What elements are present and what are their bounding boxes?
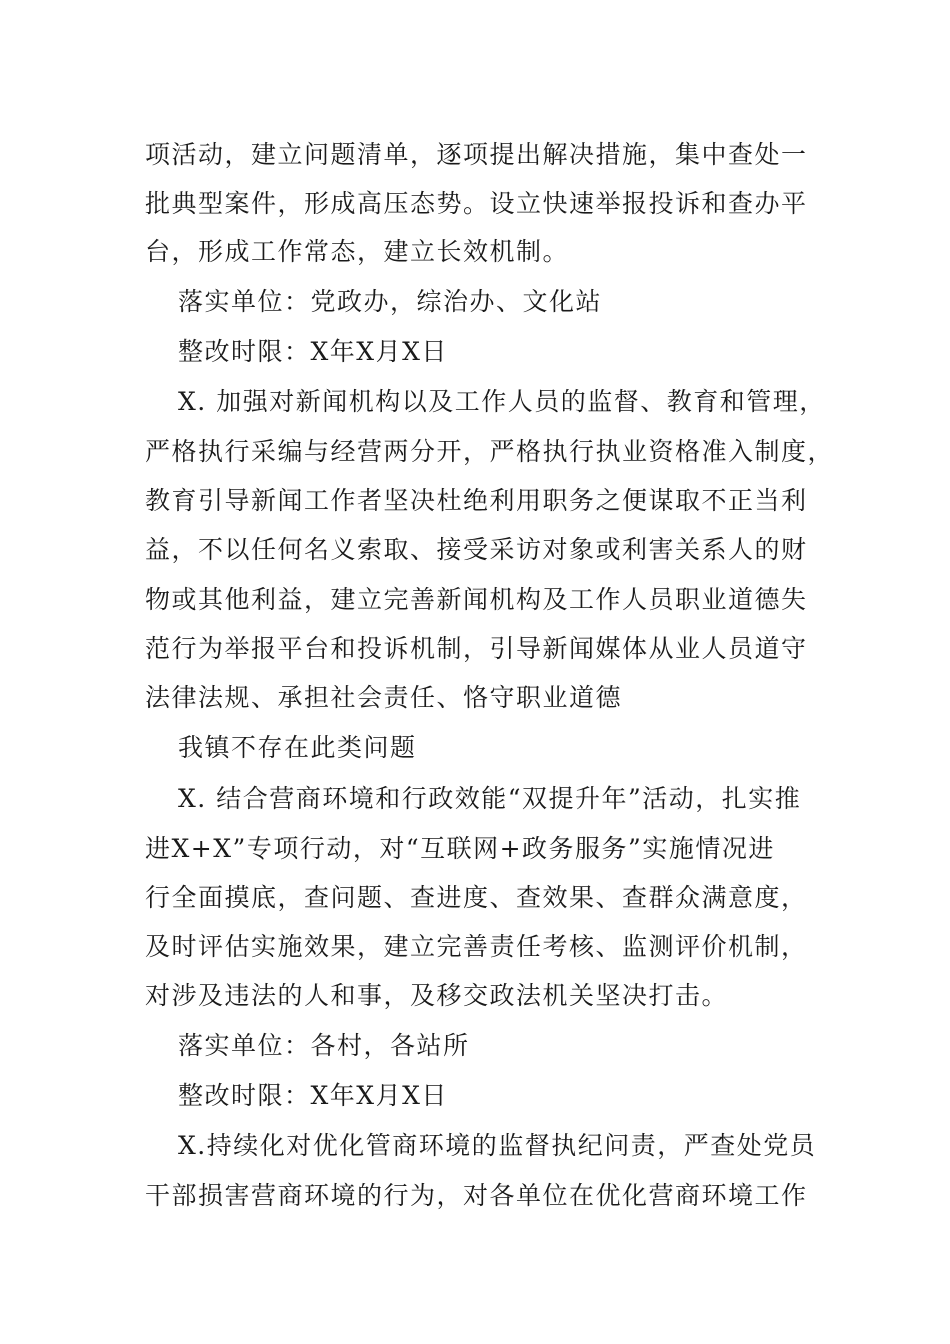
responsible-unit-line: 落实单位：各村，各站所 — [178, 1031, 470, 1060]
status-note-line: 我镇不存在此类问题 — [178, 733, 417, 762]
item-heading-line: X. 加强对新闻机构以及工作人员的监督、教育和管理， — [178, 387, 826, 416]
text-line: 进X+X”专项行动，对“互联网+政务服务”实施情况进 — [145, 834, 775, 863]
text-line: 物或其他利益，建立完善新闻机构及工作人员职业道德失 — [145, 585, 808, 614]
text-line: 益，不以任何名义索取、接受采访对象或利害关系人的财 — [145, 535, 808, 564]
text-line: 严格执行采编与经营两分开，严格执行执业资格准入制度， — [145, 437, 835, 466]
text-line: 及时评估实施效果，建立完善责任考核、监测评价机制， — [145, 932, 808, 961]
item-heading-line: X.持续化对优化管商环境的监督执纪问责，严查处党员 — [178, 1131, 817, 1160]
text-line: 批典型案件，形成高压态势。设立快速举报投诉和查办平 — [145, 189, 808, 218]
text-line: 对涉及违法的人和事，及移交政法机关坚决打击。 — [145, 981, 729, 1010]
text-line: 范行为举报平台和投诉机制，引导新闻媒体从业人员道守 — [145, 634, 808, 663]
deadline-line: 整改时限：X年X月X日 — [178, 337, 448, 366]
text-line: 教育引导新闻工作者坚决杜绝利用职务之便谋取不正当利 — [145, 486, 808, 515]
text-line: 台，形成工作常态，建立长效机制。 — [145, 237, 570, 266]
text-line: 项活动，建立问题清单，逐项提出解决措施，集中查处一 — [145, 140, 808, 169]
responsible-unit-line: 落实单位：党政办，综治办、文化站 — [178, 287, 603, 316]
text-line: 干部损害营商环境的行为，对各单位在优化营商环境工作 — [145, 1181, 808, 1210]
text-line: 行全面摸底，查问题、查进度、查效果、查群众满意度， — [145, 883, 808, 912]
item-heading-line: X. 结合营商环境和行政效能“双提升年”活动，扎实推 — [178, 784, 802, 813]
text-line: 法律法规、承担社会责任、恪守职业道德 — [145, 683, 623, 712]
deadline-line: 整改时限：X年X月X日 — [178, 1081, 448, 1110]
